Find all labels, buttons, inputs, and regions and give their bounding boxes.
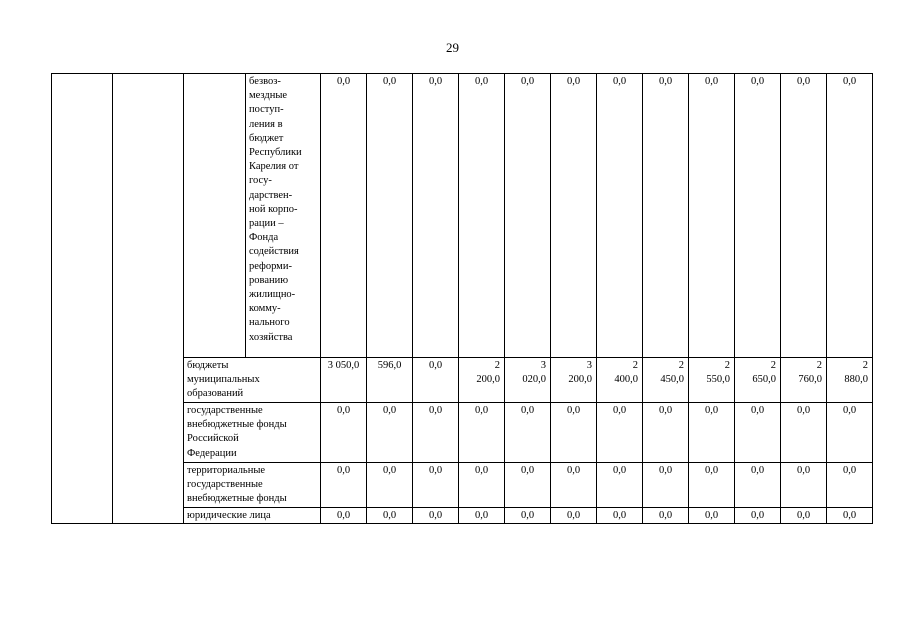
funding-source-label: бюджеты муниципальных образований bbox=[184, 358, 321, 403]
amount-cell: 3 020,0 bbox=[505, 358, 551, 403]
amount-cell: 0,0 bbox=[781, 508, 827, 524]
amount-cell: 2 550,0 bbox=[689, 358, 735, 403]
amount-cell: 0,0 bbox=[321, 74, 367, 358]
amount-cell: 0,0 bbox=[505, 463, 551, 508]
amount-cell: 3 050,0 bbox=[321, 358, 367, 403]
amount-cell: 2 650,0 bbox=[735, 358, 781, 403]
amount-cell: 0,0 bbox=[781, 403, 827, 463]
amount-cell: 0,0 bbox=[413, 358, 459, 403]
amount-cell: 0,0 bbox=[735, 508, 781, 524]
amount-cell: 0,0 bbox=[735, 403, 781, 463]
amount-cell: 0,0 bbox=[551, 463, 597, 508]
budget-funding-table bbox=[51, 73, 873, 524]
empty-cell-source-group bbox=[184, 74, 246, 358]
amount-cell: 0,0 bbox=[689, 74, 735, 358]
amount-cell: 0,0 bbox=[413, 74, 459, 358]
amount-cell: 0,0 bbox=[597, 508, 643, 524]
page-number: 29 bbox=[446, 40, 459, 55]
amount-cell: 0,0 bbox=[367, 508, 413, 524]
amount-cell: 2 400,0 bbox=[597, 358, 643, 403]
amount-cell: 3 200,0 bbox=[551, 358, 597, 403]
amount-cell: 0,0 bbox=[689, 463, 735, 508]
amount-cell: 0,0 bbox=[735, 74, 781, 358]
amount-cell: 0,0 bbox=[551, 403, 597, 463]
amount-cell: 2 200,0 bbox=[459, 358, 505, 403]
funding-source-label: юридические лица bbox=[184, 508, 321, 524]
funding-source-label: безвоз- мездные поступ- ления в бюджет Республики Карелия от госу- дарствен- ной корпо- рации – Фонда содействия реформи- рованию жилищно- комму- нального хозяйства bbox=[246, 74, 321, 358]
amount-cell: 0,0 bbox=[827, 463, 873, 508]
amount-cell: 596,0 bbox=[367, 358, 413, 403]
amount-cell: 0,0 bbox=[505, 74, 551, 358]
amount-cell: 0,0 bbox=[551, 508, 597, 524]
amount-cell: 0,0 bbox=[413, 463, 459, 508]
amount-cell: 0,0 bbox=[827, 403, 873, 463]
funding-source-label: территориальные государственные внебюджетные фонды bbox=[184, 463, 321, 508]
amount-cell: 0,0 bbox=[459, 463, 505, 508]
amount-cell: 0,0 bbox=[781, 74, 827, 358]
amount-cell: 2 880,0 bbox=[827, 358, 873, 403]
table-row bbox=[52, 74, 873, 358]
amount-cell: 0,0 bbox=[643, 74, 689, 358]
amount-cell: 2 760,0 bbox=[781, 358, 827, 403]
amount-cell: 0,0 bbox=[689, 403, 735, 463]
amount-cell: 0,0 bbox=[459, 403, 505, 463]
funding-source-label: государственные внебюджетные фонды Российской Федерации bbox=[184, 403, 321, 463]
amount-cell: 0,0 bbox=[643, 508, 689, 524]
amount-cell: 0,0 bbox=[597, 74, 643, 358]
amount-cell: 0,0 bbox=[367, 74, 413, 358]
amount-cell: 0,0 bbox=[321, 463, 367, 508]
amount-cell: 0,0 bbox=[781, 463, 827, 508]
amount-cell: 0,0 bbox=[321, 508, 367, 524]
empty-cell-name bbox=[113, 74, 184, 524]
amount-cell: 0,0 bbox=[689, 508, 735, 524]
amount-cell: 0,0 bbox=[413, 508, 459, 524]
amount-cell: 0,0 bbox=[597, 463, 643, 508]
amount-cell: 0,0 bbox=[505, 403, 551, 463]
amount-cell: 0,0 bbox=[643, 463, 689, 508]
amount-cell: 0,0 bbox=[459, 508, 505, 524]
amount-cell: 0,0 bbox=[735, 463, 781, 508]
amount-cell: 0,0 bbox=[827, 74, 873, 358]
amount-cell: 0,0 bbox=[321, 403, 367, 463]
amount-cell: 0,0 bbox=[367, 403, 413, 463]
amount-cell: 2 450,0 bbox=[643, 358, 689, 403]
amount-cell: 0,0 bbox=[367, 463, 413, 508]
amount-cell: 0,0 bbox=[413, 403, 459, 463]
empty-cell-number bbox=[52, 74, 113, 524]
amount-cell: 0,0 bbox=[597, 403, 643, 463]
amount-cell: 0,0 bbox=[827, 508, 873, 524]
amount-cell: 0,0 bbox=[459, 74, 505, 358]
amount-cell: 0,0 bbox=[551, 74, 597, 358]
amount-cell: 0,0 bbox=[643, 403, 689, 463]
amount-cell: 0,0 bbox=[505, 508, 551, 524]
